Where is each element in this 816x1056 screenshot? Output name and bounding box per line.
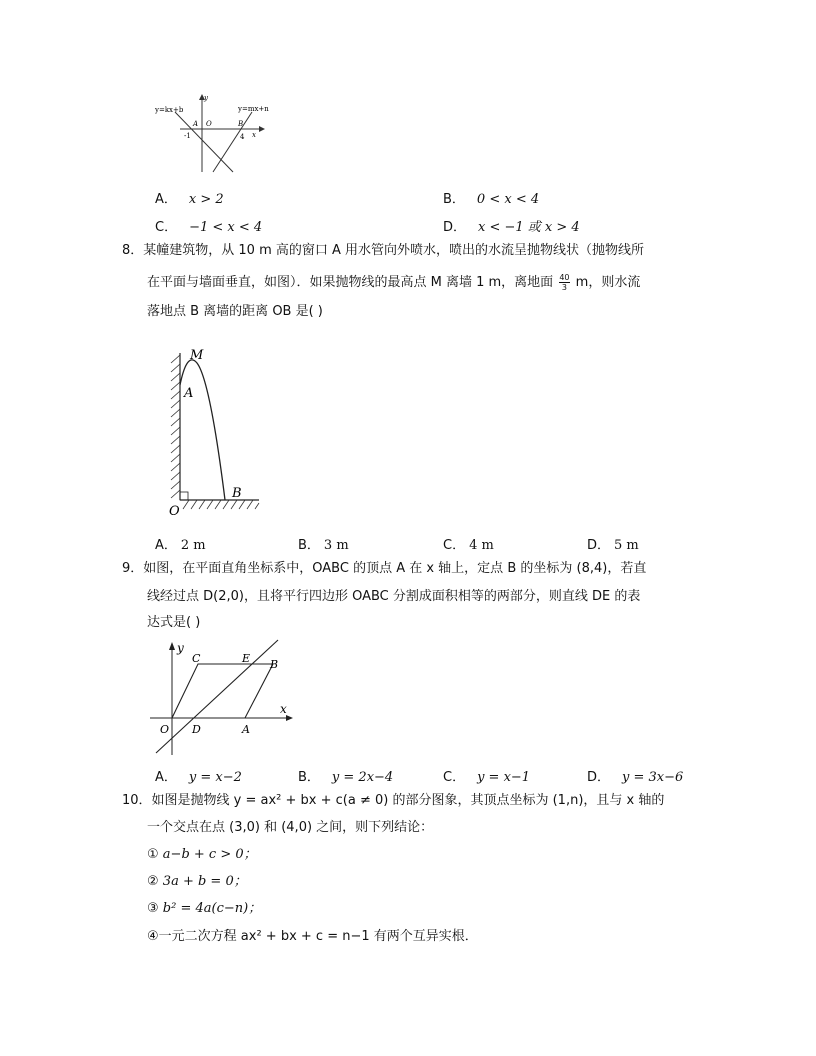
q9-line-3: 达式是( ) [147, 615, 201, 630]
q8-fraction [559, 273, 569, 292]
q10-item-3 [147, 901, 261, 917]
option-label: C． [155, 220, 178, 235]
ground-hatching [183, 500, 259, 509]
option-label: C． [443, 538, 466, 553]
option-text: −1 < x < 4 [189, 220, 263, 235]
item-text: 3a + b = 0； [162, 874, 247, 889]
option-label: C． [443, 770, 466, 785]
q8-point-a: A [184, 386, 194, 401]
q10-item-4 [147, 929, 478, 945]
option-label: D． [587, 770, 611, 785]
q7-option-a[interactable] [155, 188, 224, 207]
q10-line-2: 一个交点在点 (3,0) 和 (4,0) 之间，则下列结论： [147, 820, 434, 835]
item-number: ① [147, 847, 159, 862]
q9-line-1: 9．如图，在平面直角坐标系中，OABC 的顶点 A 在 x 轴上，定点 B 的坐标为 (8,4)，若直 [122, 561, 647, 576]
item-text: b² = 4a(c−n)； [162, 901, 262, 916]
q7-figure [155, 92, 269, 172]
q9-x-axis-label: x [280, 702, 287, 716]
item-text: a−b + c > 0； [162, 847, 257, 862]
q7-x-axis-label: x [252, 131, 256, 139]
q7-option-b[interactable] [443, 188, 539, 207]
option-label: B． [298, 538, 320, 553]
q7-point-a: A [193, 120, 199, 128]
q9-y-axis-label: y [177, 641, 184, 655]
option-label: B． [443, 192, 465, 207]
q9-option-d[interactable] [587, 766, 683, 785]
q10-item-1 [147, 847, 257, 863]
q10-item-2 [147, 874, 247, 890]
option-text: y = 3x−6 [622, 770, 684, 785]
q10-line-1: 10．如图是抛物线 y = ax² + bx + c(a ≠ 0) 的部分图象，其顶点坐标为 (1,n)，且与 x 轴的 [122, 793, 665, 808]
q7-option-c[interactable] [155, 216, 262, 235]
q8-option-d[interactable] [587, 534, 639, 553]
q8-option-a[interactable] [155, 534, 206, 553]
q8-figure [165, 345, 265, 519]
q7-point-o: O [206, 120, 212, 128]
option-label: D． [587, 538, 611, 553]
option-label: D． [443, 220, 467, 235]
option-label: B． [298, 770, 320, 785]
q8-point-m: M [190, 348, 204, 363]
q9-line-2: 线经过点 D(2,0)，且将平行四边形 OABC 分割成面积相等的两部分，则直线 DE 的表 [147, 589, 641, 604]
q8-line-1: 8．某幢建筑物，从 10 m 高的窗口 A 用水管向外喷水，喷出的水流呈抛物线状（抛物线所 [122, 243, 645, 258]
q9-option-c[interactable] [443, 766, 530, 785]
q8-option-b[interactable] [298, 534, 349, 553]
item-number: ② [147, 874, 159, 889]
q7-y-axis-label: y [204, 94, 208, 102]
option-text: x > 2 [188, 192, 224, 207]
q7-tick-4: 4 [240, 133, 245, 141]
q8-line-2 [147, 273, 640, 292]
q9-point-o: O [160, 723, 170, 736]
q7-line-label-right: y=mx+n [238, 105, 269, 113]
q8-frac-num: 40 [559, 273, 570, 282]
q8-line-2a: 在平面与墙面垂直，如图）．如果抛物线的最高点 M 离墙 1 m，离地面 [147, 275, 554, 290]
q8-frac-den: 3 [561, 283, 567, 292]
option-text: y = x−1 [477, 770, 531, 785]
q9-figure [150, 640, 295, 755]
q8-option-c[interactable] [443, 534, 494, 553]
q7-point-b: B [238, 120, 244, 128]
option-text: x < −1 或 x > 4 [478, 220, 580, 235]
q9-point-d: D [192, 723, 201, 736]
option-text: 5 m [614, 538, 639, 553]
q9-point-e: E [242, 652, 251, 665]
q9-option-a[interactable] [155, 766, 242, 785]
q9-option-b[interactable] [298, 766, 393, 785]
q7-tick-neg1: -1 [184, 132, 191, 140]
option-text: 4 m [469, 538, 494, 553]
q7-option-d[interactable] [443, 216, 580, 235]
option-text: y = 2x−4 [331, 770, 394, 785]
wall-hatching [171, 355, 180, 498]
q9-point-a: A [242, 723, 250, 736]
option-text: 0 < x < 4 [476, 192, 540, 207]
q9-point-c: C [192, 652, 201, 665]
q8-line-2b: m，则水流 [575, 275, 641, 290]
option-text: 2 m [180, 538, 206, 553]
option-label: A． [155, 770, 177, 785]
q9-point-b: B [270, 658, 279, 671]
q8-line-3: 落地点 B 离墙的距离 OB 是( ) [147, 304, 323, 319]
option-label: A． [155, 538, 177, 553]
item-text: 一元二次方程 ax² + bx + c = n−1 有两个互异实根． [158, 929, 478, 944]
q8-point-o: O [169, 504, 180, 519]
item-number: ④ [147, 929, 159, 944]
option-text: y = x−2 [188, 770, 242, 785]
item-number: ③ [147, 901, 159, 916]
option-label: A． [155, 192, 177, 207]
q8-point-b: B [232, 486, 242, 501]
option-text: 3 m [323, 538, 349, 553]
q7-line-label-left: y=kx+b [155, 106, 184, 114]
